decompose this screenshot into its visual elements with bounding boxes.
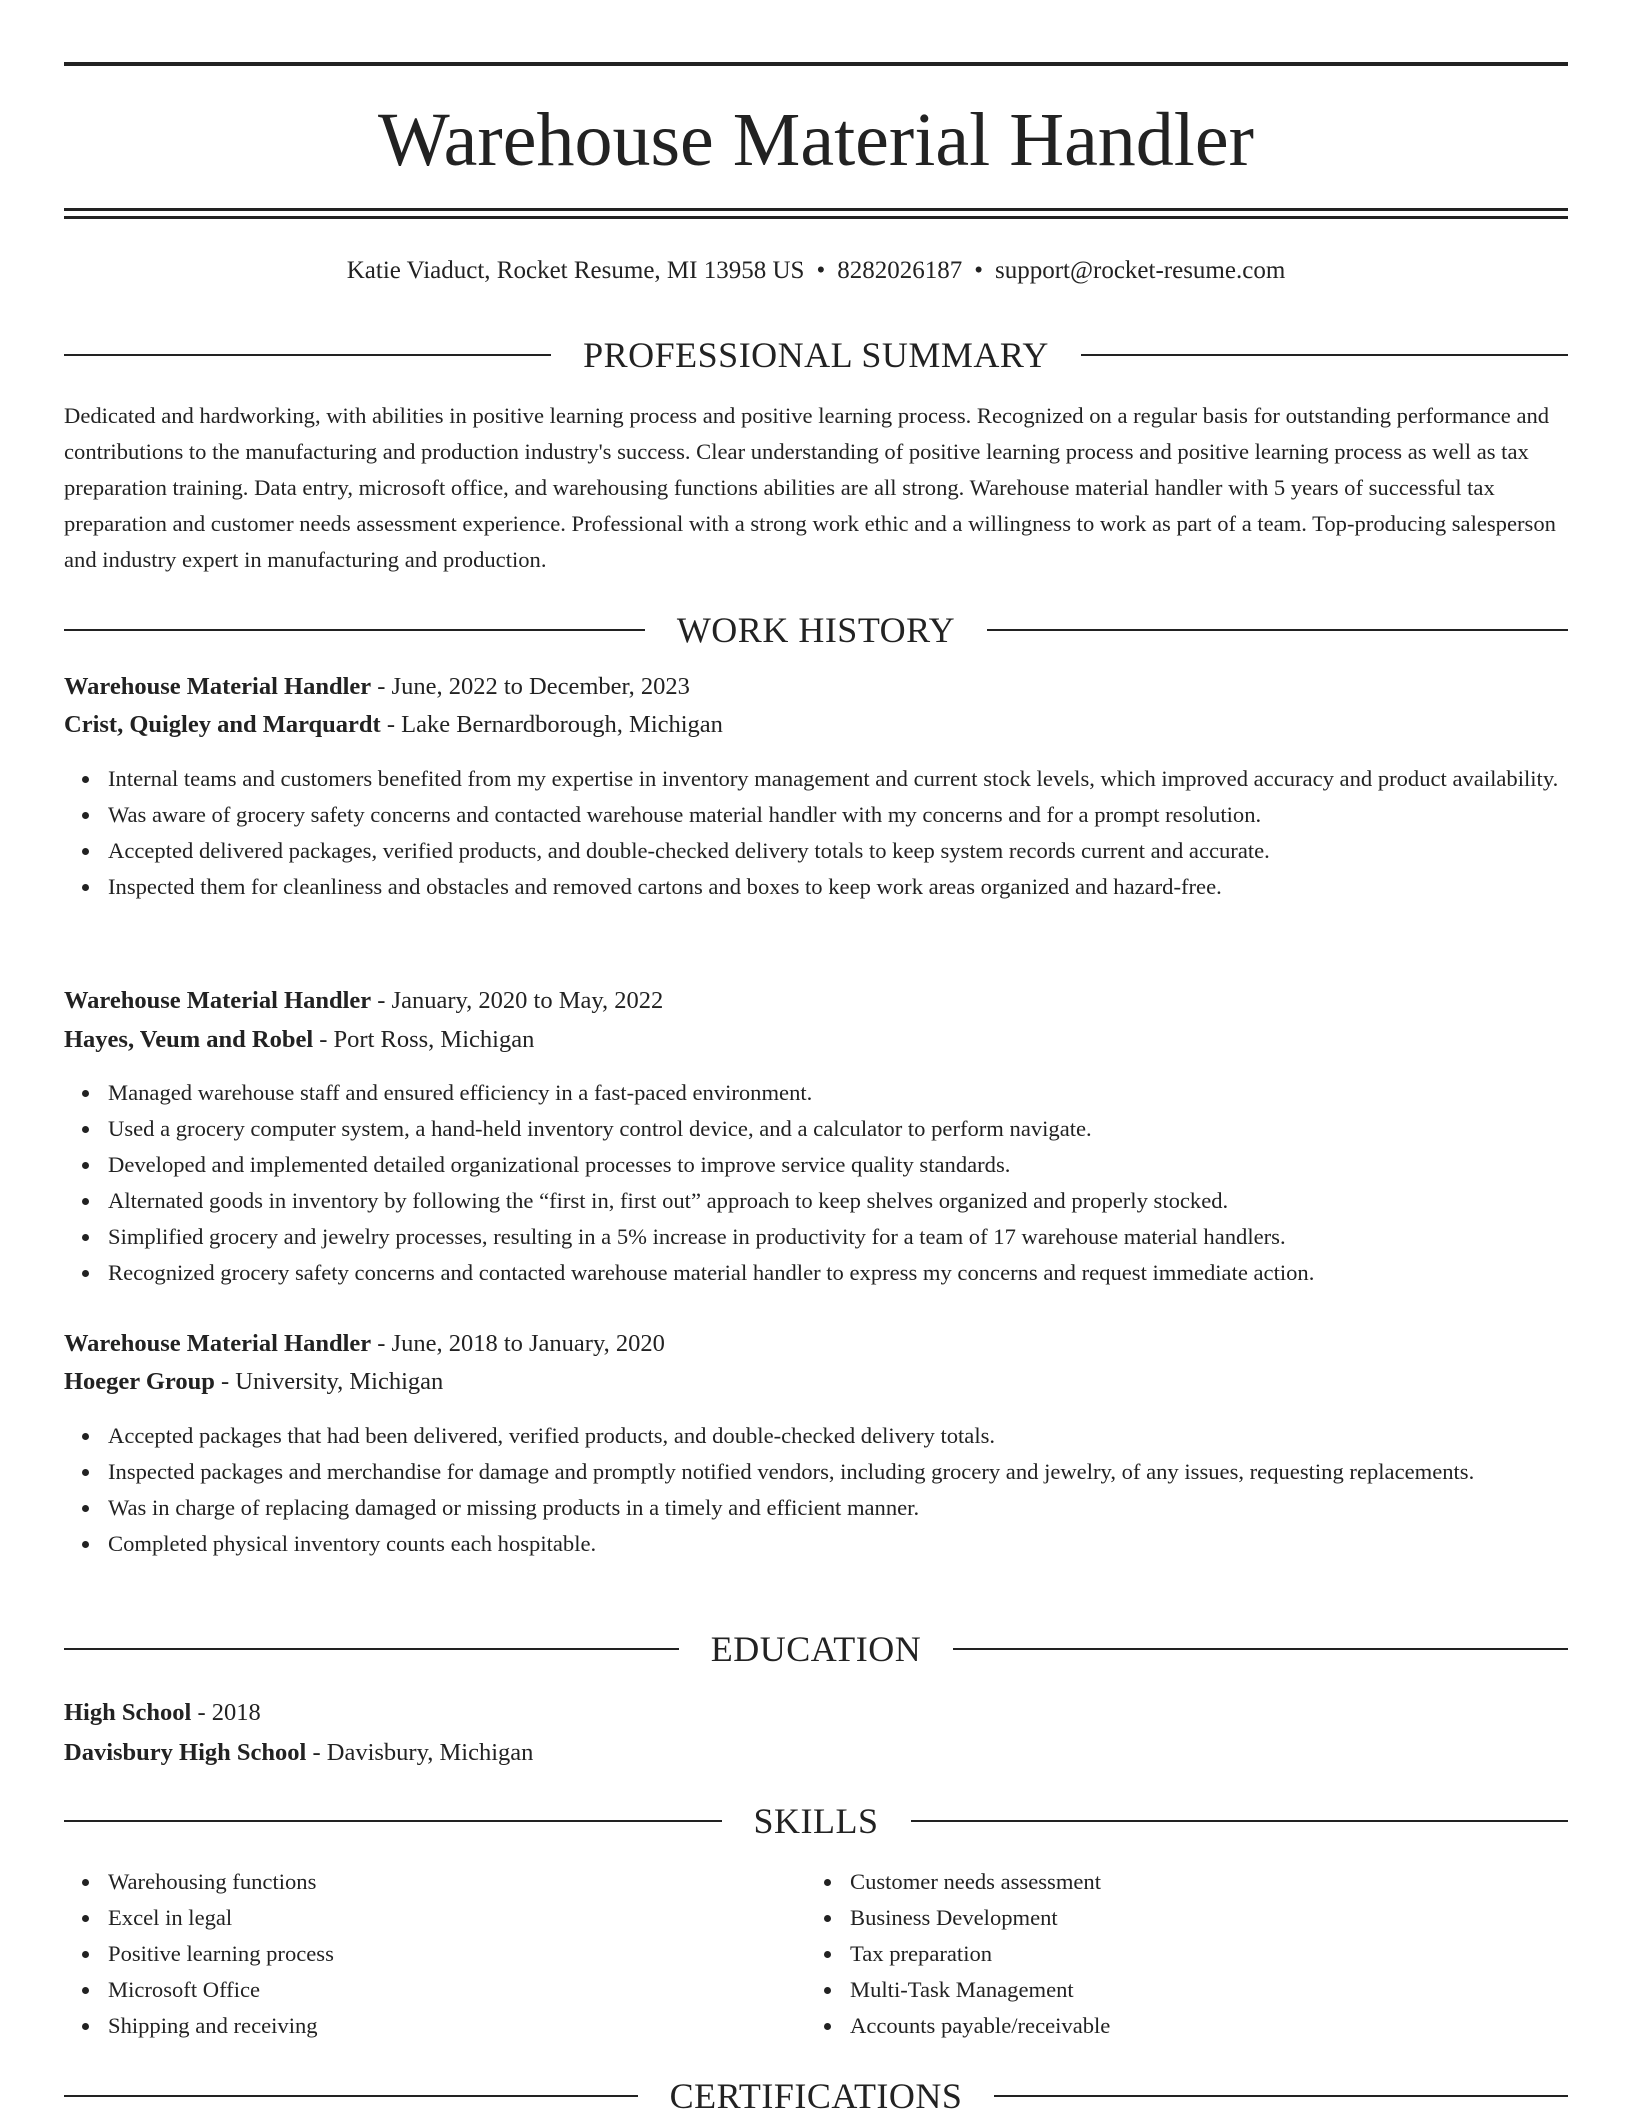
job-title-line [64, 982, 1568, 1020]
list-item: Managed warehouse staff and ensured efficiency in a fast-paced environment. [108, 1075, 1612, 1111]
list-item: Accepted delivered packages, verified products, and double-checked delivery totals to keep system records current and accurate. [108, 833, 1612, 869]
section-rule [1081, 354, 1568, 356]
contact-address: Katie Viaduct, Rocket Resume, MI 13958 US [346, 257, 805, 284]
job-location: - University, Michigan [214, 1368, 444, 1395]
list-item: Inspected packages and merchandise for damage and promptly notified vendors, including grocery and jewelry, of any issues, requesting replacements. [108, 1454, 1612, 1490]
section-title: CERTIFICATIONS [669, 2076, 963, 2116]
education-year: - 2018 [191, 1699, 261, 1726]
job-employer-line [64, 1021, 1568, 1059]
education-location: - Davisbury, Michigan [306, 1739, 534, 1766]
job-title: Warehouse Material Handler [64, 673, 372, 700]
contact-phone: 8282026187 [837, 257, 963, 284]
header-double-rule-bottom [64, 216, 1568, 219]
section-rule [64, 354, 551, 356]
job-dates: - June, 2022 to December, 2023 [371, 673, 690, 700]
list-item: Alternated goods in inventory by following the “first in, first out” approach to keep shelves organized and properly stocked. [108, 1183, 1612, 1219]
skill-item: Multi-Task Management [850, 1972, 1550, 2008]
skills-list-right [806, 1864, 1550, 2044]
section-rule [64, 1820, 722, 1822]
resume-title: Warehouse Material Handler [378, 98, 1254, 182]
skill-item: Accounts payable/receivable [850, 2008, 1550, 2044]
job-location: - Lake Bernardborough, Michigan [380, 711, 723, 738]
skill-item: Microsoft Office [108, 1972, 808, 2008]
job-location: - Port Ross, Michigan [313, 1026, 535, 1053]
section-title: SKILLS [753, 1801, 879, 1841]
job-title-line [64, 668, 1568, 706]
skill-item: Customer needs assessment [850, 1864, 1550, 1900]
section-rule [987, 629, 1568, 631]
job-employer-line [64, 706, 1568, 744]
skill-item: Shipping and receiving [108, 2008, 808, 2044]
contact-separator: • [816, 257, 826, 284]
section-header-certifications [64, 2073, 1568, 2119]
summary-text: Dedicated and hardworking, with abilities in positive learning process and positive learning process. Recognized on a regular basis for outstanding performance and contributions to the manufacturing and production industry's success. Clear understanding of positive learning process and positive learning process as well as tax preparation training. Data entry, microsoft office, and warehousing functions abilities are all strong. Warehouse material handler with 5 years of successful tax preparation and customer needs assessment experience. Professional with a strong work ethic and a willingness to work as part of a team. Top-producing salesperson and industry expert in manufacturing and production. [64, 403, 1556, 572]
section-title: PROFESSIONAL SUMMARY [583, 335, 1049, 375]
list-item: Completed physical inventory counts each hospitable. [108, 1526, 1612, 1562]
section-rule [64, 1648, 679, 1650]
job-employer: Hoeger Group [64, 1368, 215, 1395]
header-double-rule-top [64, 208, 1568, 211]
skill-item: Positive learning process [108, 1936, 808, 1972]
contact-separator: • [974, 257, 983, 284]
education-school: Davisbury High School [64, 1739, 307, 1766]
job-bullets [64, 1075, 1612, 1291]
job-dates: - January, 2020 to May, 2022 [371, 987, 664, 1014]
contact-line [64, 254, 1568, 288]
job-title-line [64, 1325, 1568, 1363]
job-employer-line [64, 1363, 1568, 1401]
skill-item: Business Development [850, 1900, 1550, 1936]
list-item: Was in charge of replacing damaged or missing products in a timely and efficient manner. [108, 1490, 1612, 1526]
section-header-summary [64, 332, 1568, 378]
contact-email: support@rocket-resume.com [994, 257, 1286, 284]
job-title: Warehouse Material Handler [64, 1330, 372, 1357]
job-employer: Crist, Quigley and Marquardt [64, 711, 381, 738]
skills-list-left [64, 1864, 808, 2044]
section-rule [64, 2095, 638, 2097]
list-item: Recognized grocery safety concerns and contacted warehouse material handler to express my concerns and request immediate action. [108, 1255, 1612, 1291]
job-bullets [64, 761, 1612, 905]
section-rule [64, 629, 645, 631]
skill-item: Tax preparation [850, 1936, 1550, 1972]
section-header-skills [64, 1798, 1568, 1844]
skill-item: Warehousing functions [108, 1864, 808, 1900]
job-dates: - June, 2018 to January, 2020 [371, 1330, 665, 1357]
skill-item: Excel in legal [108, 1900, 808, 1936]
list-item: Was aware of grocery safety concerns and contacted warehouse material handler with my concerns and for a prompt resolution. [108, 797, 1612, 833]
section-rule [953, 1648, 1568, 1650]
list-item: Simplified grocery and jewelry processes, resulting in a 5% increase in productivity for a team of 17 warehouse material handlers. [108, 1219, 1612, 1255]
job-employer: Hayes, Veum and Robel [64, 1026, 314, 1053]
job-bullets [64, 1418, 1612, 1562]
list-item: Used a grocery computer system, a hand-held inventory control device, and a calculator to perform navigate. [108, 1111, 1612, 1147]
section-title: WORK HISTORY [676, 610, 956, 650]
list-item: Inspected them for cleanliness and obstacles and removed cartons and boxes to keep work areas organized and hazard-free. [108, 869, 1612, 905]
list-item: Developed and implemented detailed organizational processes to improve service quality standards. [108, 1147, 1612, 1183]
education-degree-line [64, 1694, 1568, 1732]
list-item: Internal teams and customers benefited from my expertise in inventory management and current stock levels, which improved accuracy and product availability. [108, 761, 1612, 797]
education-school-line [64, 1734, 1568, 1772]
header-top-rule [64, 62, 1568, 66]
section-title: EDUCATION [710, 1629, 922, 1669]
section-header-work-history [64, 607, 1568, 653]
list-item: Accepted packages that had been delivered, verified products, and double-checked delivery totals. [108, 1418, 1612, 1454]
job-title: Warehouse Material Handler [64, 987, 372, 1014]
section-rule [911, 1820, 1569, 1822]
section-header-education [64, 1626, 1568, 1672]
education-degree: High School [64, 1699, 192, 1726]
section-rule [994, 2095, 1568, 2097]
